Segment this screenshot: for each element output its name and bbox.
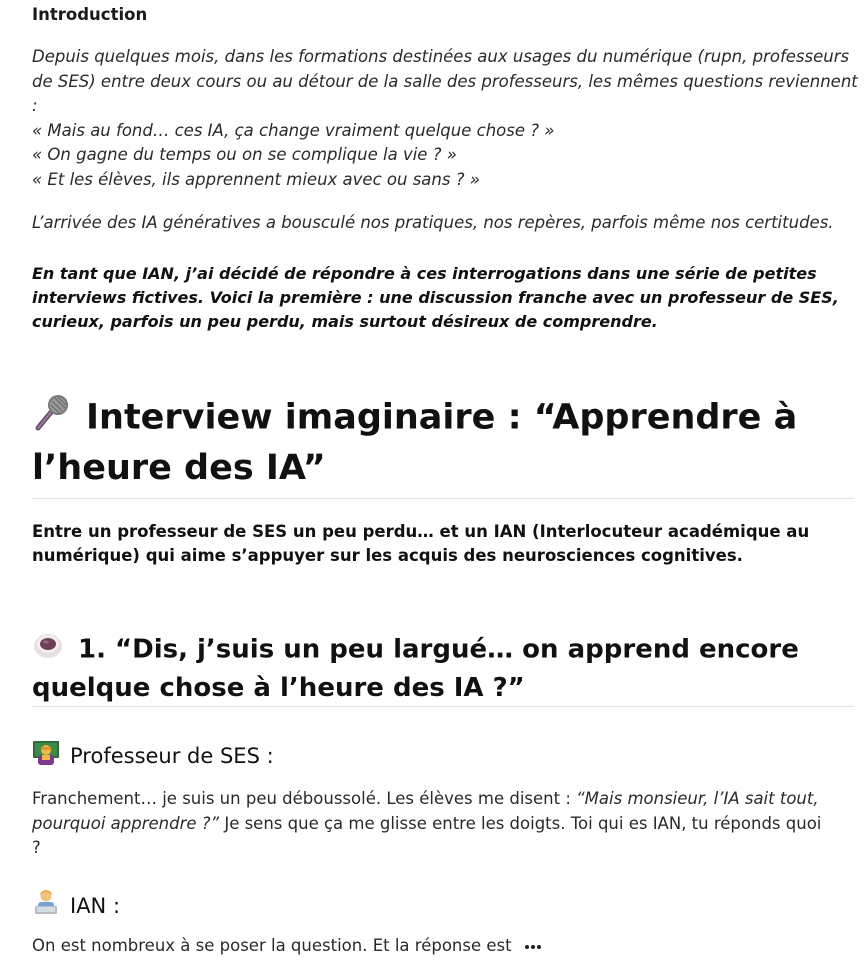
intro-line: Depuis quelques mois, dans les formations destinées aux usages du numérique (rupn, professeurs	[32, 47, 850, 66]
prof-text	[32, 787, 854, 861]
intro-paragraph-1	[32, 45, 858, 192]
speaker-label-ian: IAN :	[70, 893, 121, 918]
question-line: « On gagne du temps ou on se complique la vie ? »	[32, 145, 457, 164]
question-line: « Mais au fond… ces IA, ça change vraiment quelque chose ? »	[32, 120, 555, 140]
intro-paragraph-3	[32, 262, 854, 334]
divider	[32, 498, 854, 499]
section-heading-line-2: quelque chose à l’heure des IA ?”	[32, 673, 525, 703]
prof-text-b: Je sens que ça me glisse entre les doigts. Toi qui es IAN, tu réponds quoi	[219, 813, 822, 833]
prof-quote-a: “Mais monsieur, l’IA sait tout,	[576, 789, 819, 808]
interview-title-line-2: l’heure des IA”	[32, 448, 326, 488]
teacher-icon	[32, 738, 60, 773]
coffee-cup-icon	[32, 630, 66, 670]
intro-line: de SES) entre deux cours ou au détour de la salle des professeurs, les mêmes questions reviennent	[32, 71, 858, 91]
interview-title	[32, 392, 854, 492]
subtitle-line: numérique) qui aime s’appuyer sur les acquis des neurosciences cognitives.	[32, 546, 743, 565]
microphone-icon	[32, 392, 72, 445]
intro-line: :	[32, 96, 38, 115]
speaker-label-prof: Professeur de SES :	[70, 743, 274, 768]
interview-title-line-1: Interview imaginaire : “Apprendre à	[86, 397, 798, 438]
prof-text-c: ?	[32, 838, 41, 857]
section-heading	[32, 630, 854, 706]
intro-bold-line: interviews fictives. Voici la première : une discussion franche avec un professeur de SES,	[32, 288, 839, 307]
intro-heading: Introduction	[32, 5, 148, 24]
prof-text-a: Franchement… je suis un peu déboussolé. Les élèves me disent :	[32, 789, 577, 808]
prof-quote-b: pourquoi apprendre ?”	[32, 813, 220, 833]
intro-bold-line: En tant que IAN, j’ai décidé de répondre à ces interrogations dans une série de petites	[32, 264, 817, 283]
speaker-heading-ian	[32, 888, 120, 923]
section-heading-line-1: 1. “Dis, j’suis un peu largué… on apprend encore	[78, 634, 799, 665]
speaker-heading-prof	[32, 738, 274, 773]
ellipsis-icon[interactable]	[525, 945, 541, 949]
ian-text	[32, 934, 854, 959]
ian-text-content: On est nombreux à se poser la question. Et la réponse est	[32, 936, 512, 955]
intro-bold-line: curieux, parfois un peu perdu, mais surtout désireux de comprendre.	[32, 312, 658, 331]
question-line: « Et les élèves, ils apprennent mieux avec ou sans ? »	[32, 169, 480, 189]
intro-paragraph-2: L’arrivée des IA génératives a bousculé nos pratiques, nos repères, parfois même nos certitudes.	[32, 213, 834, 232]
divider	[32, 706, 854, 707]
subtitle-line: Entre un professeur de SES un peu perdu… et un IAN (Interlocuteur académique au	[32, 522, 810, 541]
technologist-icon	[32, 888, 60, 923]
interview-subtitle	[32, 520, 854, 568]
